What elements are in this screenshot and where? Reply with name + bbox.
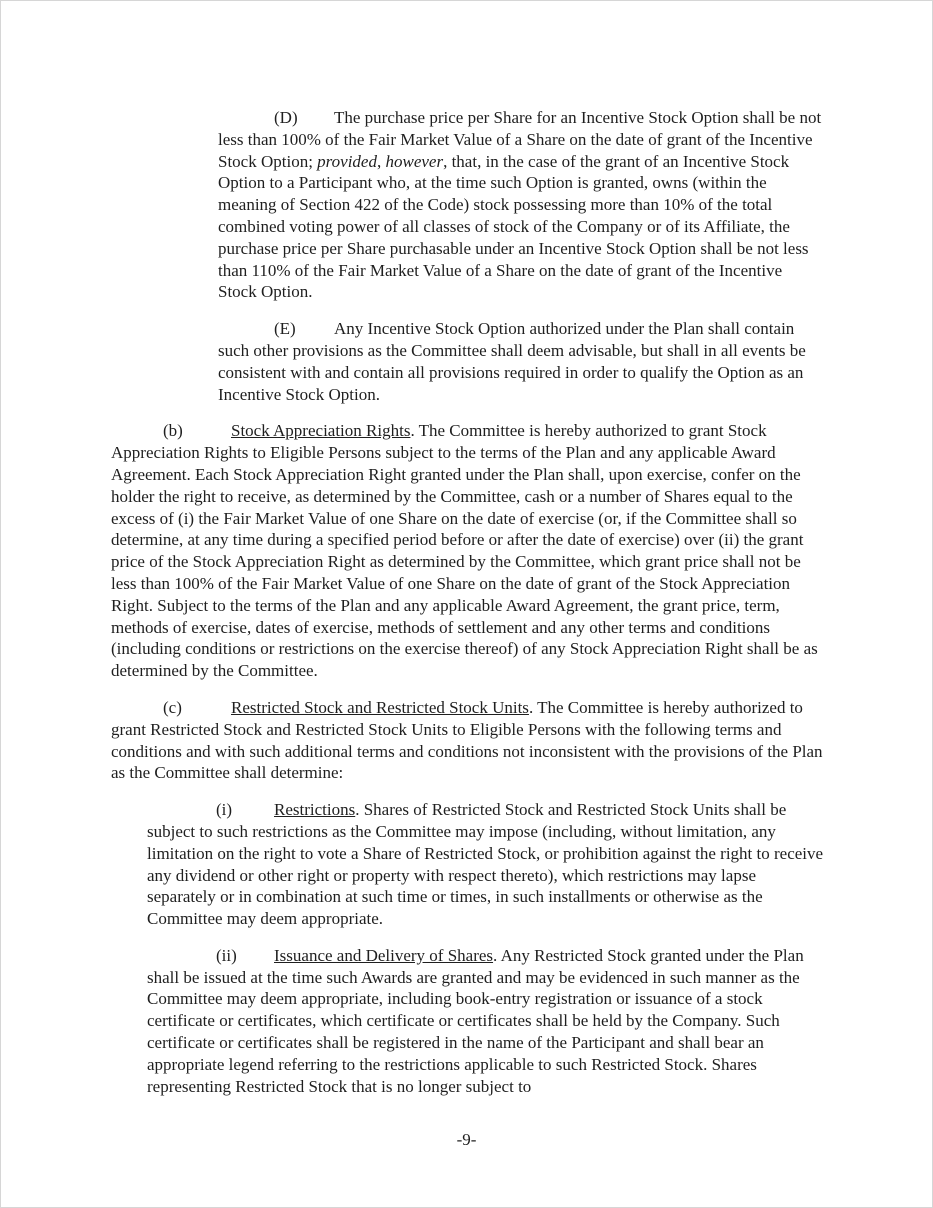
- clause-i-text: . Shares of Restricted Stock and Restricted Stock Units shall be subject to such restrictions as the Committee may impose (including, without limitation, any limitation on the right to vote a Share of Restricted Stock, or prohibition against the right to receive any dividend or other right or property with respect thereto), which restrictions may lapse separately or in combination at such time or times, in such installments or otherwise as the Committee may deem appropriate.: [147, 800, 824, 929]
- clause-label-c: (c): [163, 697, 182, 717]
- clause-b: [111, 420, 824, 682]
- clause-c-text: . The Committee is hereby authorized to grant Restricted Stock and Restricted Stock Units to Eligible Persons with the following terms and conditions and with such additional terms and conditions not inconsistent with the provisions of the Plan as the Committee shall determine:: [111, 697, 823, 783]
- clause-d-text-lead: The purchase price per Share for an Incentive Stock Option shall be not less than 100% of the Fair Market Value of a Share on the date of grant of the Incentive Stock Option;: [218, 108, 822, 171]
- clause-ii-text: . Any Restricted Stock granted under the Plan shall be issued at the time such Awards are granted and may be evidenced in such manner as the Committee may deem appropriate, including book-entry registration or issuance of a stock certificate or certificates, which certificate or certificates shall be held by the Company. Such certificate or certificates shall be registered in the name of the Participant and shall bear an appropriate legend referring to the restrictions applicable to such Restricted Stock. Shares representing Restricted Stock that is no longer subject to: [147, 945, 804, 1096]
- clause-i: [147, 799, 824, 930]
- clause-d-separator: ,: [376, 151, 386, 171]
- clause-d-text-rest: , that, in the case of the grant of an Incentive Stock Option to a Participant who, at the time such Option is granted, owns (within the meaning of Section 422 of the Code) stock possessing more than 10% of the total combined voting power of all classes of stock of the Company or of its Affiliate, the purchase price per Share purchasable under an Incentive Stock Option shall be not less than 110% of the Fair Market Value of a Share on the date of grant of the Incentive Stock Option.: [218, 151, 809, 302]
- clause-e-text: Any Incentive Stock Option authorized under the Plan shall contain such other provisions as the Committee shall deem advisable, but shall in all events be consistent with and contain all provisions required in order to qualify the Option as an Incentive Stock Option.: [218, 319, 806, 404]
- clause-label-i: (i): [216, 800, 233, 820]
- clause-label-ii: (ii): [216, 945, 237, 965]
- clause-label-b: (b): [163, 421, 183, 441]
- heading-stock-appreciation-rights: Stock Appreciation Rights: [231, 421, 411, 441]
- heading-restrictions: Restrictions: [274, 800, 356, 820]
- page-number: -9-: [456, 1130, 477, 1149]
- clause-b-text: . The Committee is hereby authorized to grant Stock Appreciation Rights to Eligible Persons subject to the terms of the Plan and any applicable Award Agreement. Each Stock Appreciation Right granted under the Plan shall, upon exercise, confer on the holder the right to receive, as determined by the Committee, cash or a number of Shares equal to the excess of (i) the Fair Market Value of one Share on the date of exercise (or, if the Committee shall so determine, at any time during a specified period before or after the date of exercise) over (ii) the grant price of the Stock Appreciation Right as determined by the Committee, which grant price shall not be less than 100% of the Fair Market Value of one Share on the date of grant of the Stock Appreciation Right. Subject to the terms of the Plan and any applicable Award Agreement, the grant price, term, methods of exercise, dates of exercise, methods of settlement and any other terms and conditions (including conditions or restrictions on the exercise thereof) of any Stock Appreciation Right shall be as determined by the Committee.: [111, 421, 818, 681]
- clause-ii: [147, 945, 824, 1098]
- clause-d-italic-provided: provided: [317, 151, 377, 171]
- clause-d: [218, 107, 824, 303]
- heading-issuance-and-delivery-of-shares: Issuance and Delivery of Shares: [274, 945, 494, 965]
- clause-label-d: (D): [274, 108, 298, 127]
- clause-e: [218, 318, 824, 405]
- document-body: [111, 107, 824, 1112]
- clause-d-italic-however: however: [385, 151, 444, 171]
- clause-label-e: (E): [274, 319, 296, 339]
- heading-restricted-stock-and-units: Restricted Stock and Restricted Stock Units: [231, 697, 529, 717]
- clause-c: [111, 697, 824, 784]
